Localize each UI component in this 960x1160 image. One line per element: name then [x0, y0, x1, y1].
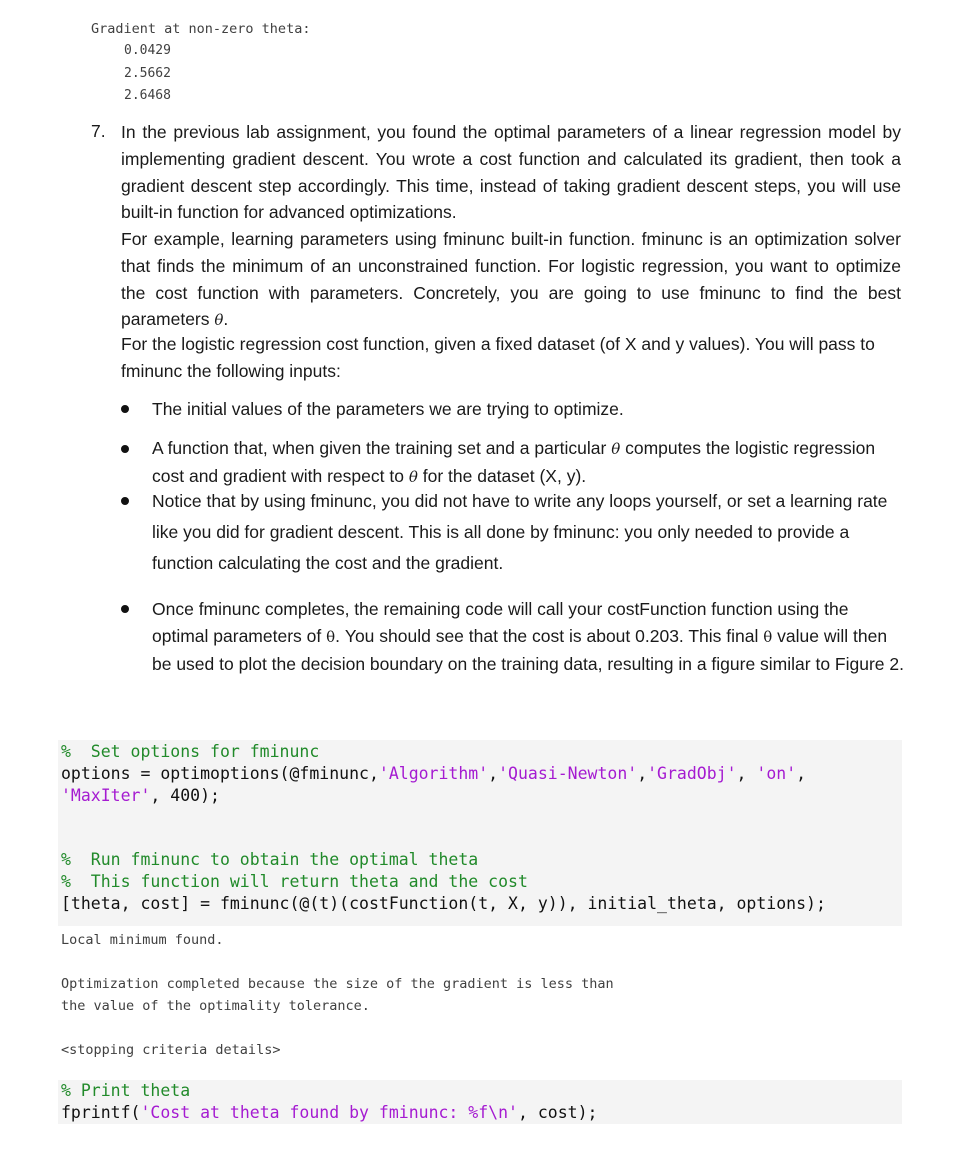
bullet-completes-part3: value will then be used to plot the decision boundary on the training data, resulting in a figure similar to Figure 2.: [152, 626, 904, 674]
bullet-dot: [121, 445, 129, 453]
code-block-print-theta: [58, 1080, 902, 1124]
bullet-completes-part1: Once fminunc completes, the remaining code will call your costFunction function using the optimal parameters of: [152, 599, 849, 646]
bullet-dot: [121, 497, 129, 505]
theta-symbol: θ: [214, 311, 224, 330]
code-comment-run-fminunc: % Run fminunc to obtain the optimal theta: [61, 850, 479, 869]
bullet-cost-function-part1: A function that, when given the training set and a particular: [152, 438, 607, 458]
console-local-minimum: Local minimum found.: [61, 932, 224, 948]
bullet-dot: [121, 605, 129, 613]
code-comment-print-theta: % Print theta: [61, 1081, 191, 1100]
paragraph-fminunc: [121, 226, 901, 334]
bullet-initial-values: The initial values of the parameters we are trying to optimize.: [152, 399, 624, 419]
code-line-fprintf: fprintf('Cost at theta found by fminunc: %f\n', cost);: [61, 1103, 598, 1122]
gradient-value-3: 2.6468: [124, 88, 171, 103]
theta-symbol: θ: [763, 628, 773, 646]
bullet-cost-function-part3: for the dataset (X, y).: [422, 466, 587, 486]
paragraph-fminunc-end: .: [223, 309, 229, 330]
list-item-number: 7.: [91, 121, 106, 141]
console-optimization-line2: the value of the optimality tolerance.: [61, 998, 370, 1014]
bullet-notice: Notice that by using fminunc, you did not have to write any loops yourself, or set a learning rate like you did for gradient descent. This is all done by fminunc: you only needed to provide a function calculating the cost and the gradient.: [152, 491, 888, 573]
paragraph-intro: In the previous lab assignment, you found the optimal parameters of a linear regression model by implementing gradient descent. You wrote a cost function and calculated its gradient, then took a gradient descent step accordingly. This time, instead of taking gradient descent steps, you will use built-in function for advanced optimizations.: [121, 122, 901, 223]
bullet-cost-function: [152, 435, 904, 491]
theta-symbol: θ: [326, 628, 336, 646]
paragraph-inputs: For the logistic regression cost function, given a fixed dataset (of X and y values). You will pass to fminunc the following inputs:: [121, 334, 875, 381]
theta-symbol: θ: [408, 468, 418, 486]
gradient-value-2: 2.5662: [124, 66, 171, 81]
code-comment-set-options: % Set options for fminunc: [61, 742, 320, 761]
code-comment-return-theta: % This function will return theta and the cost: [61, 872, 528, 891]
gradient-output-label: Gradient at non-zero theta:: [91, 21, 311, 37]
code-line-fminunc-call: [theta, cost] = fminunc(@(t)(costFunction(t, X, y)), initial_theta, options);: [61, 894, 826, 913]
bullet-completes-part2: . You should see that the cost is about 0.203. This final: [335, 626, 759, 646]
theta-symbol: θ: [611, 440, 621, 458]
bullet-cost-function-part2: computes the logistic regression cost and gradient with respect to: [152, 438, 876, 486]
bullet-dot: [121, 405, 129, 413]
code-block-options: [58, 740, 902, 926]
gradient-value-1: 0.0429: [124, 43, 171, 58]
code-line-maxiter: 'MaxIter', 400);: [61, 786, 220, 805]
console-stopping-criteria-link[interactable]: <stopping criteria details>: [61, 1042, 281, 1058]
code-line-optimoptions: options = optimoptions(@fminunc,'Algorithm','Quasi-Newton','GradObj', 'on',: [61, 764, 807, 783]
paragraph-fminunc-text: For example, learning parameters using fminunc built-in function. fminunc is an optimization solver that finds the minimum of an unconstrained function. For logistic regression, you want to optimize the cost function with parameters. Concretely, you are going to use fminunc to find the best parameters: [121, 229, 901, 330]
console-optimization-line1: Optimization completed because the size of the gradient is less than: [61, 976, 614, 992]
bullet-fminunc-completes: [152, 596, 904, 678]
